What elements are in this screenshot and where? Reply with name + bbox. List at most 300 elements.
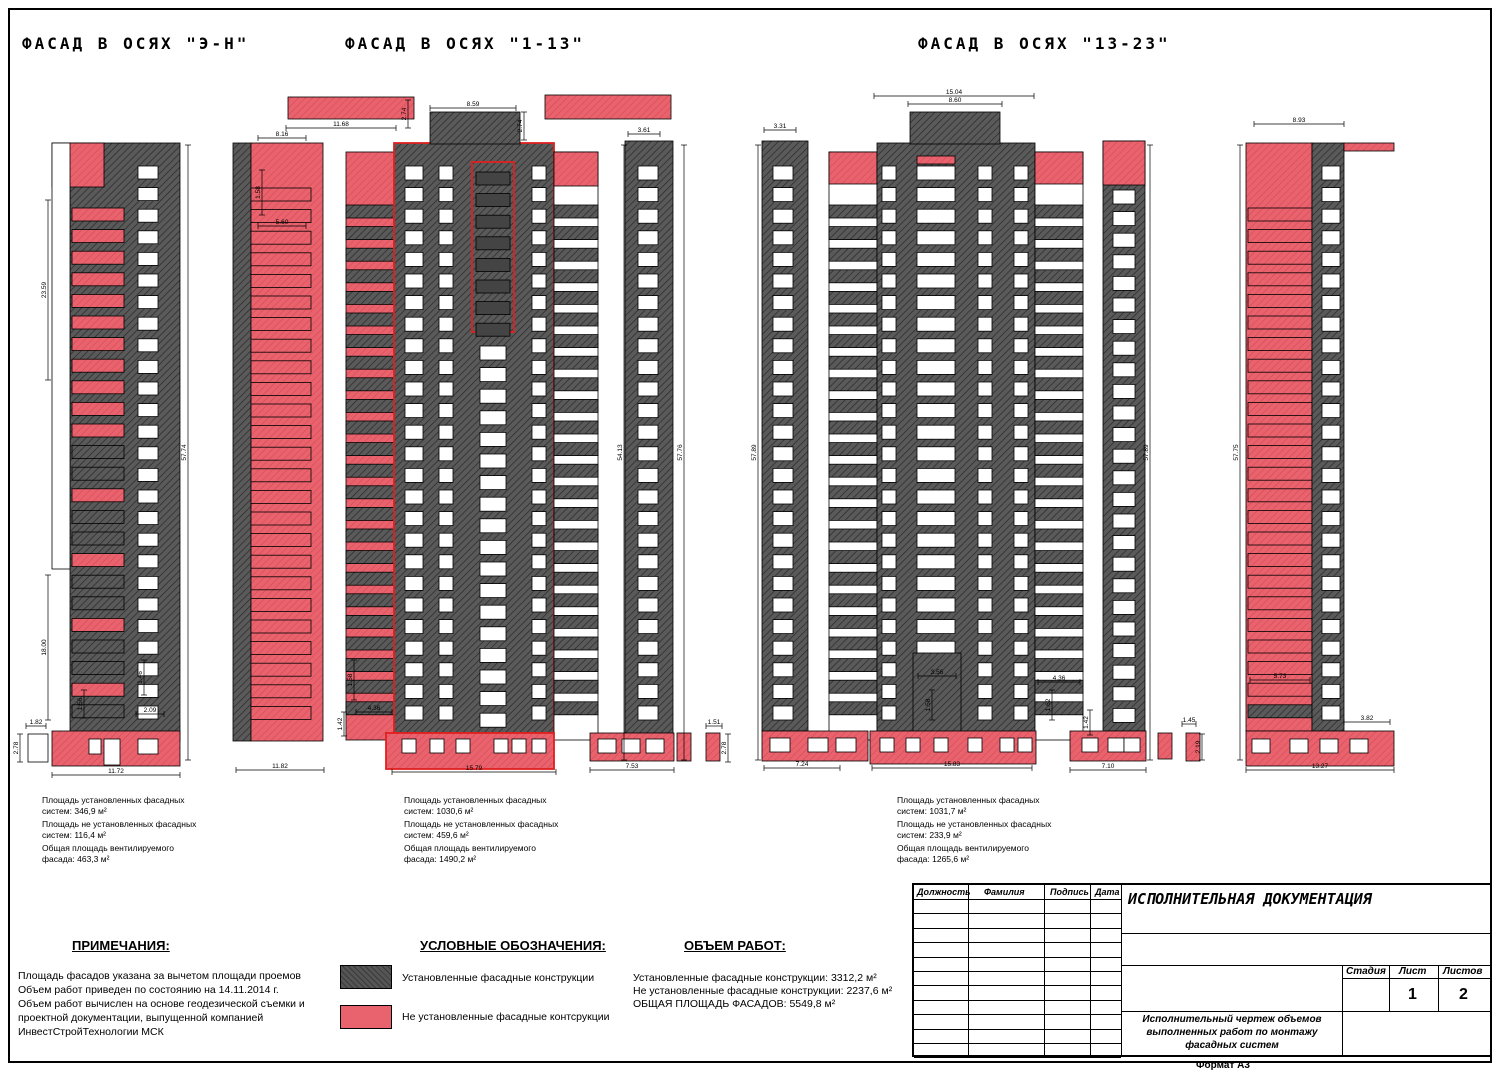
window-opening <box>439 706 453 720</box>
balcony-slab <box>829 529 877 542</box>
balcony-slab <box>346 335 394 348</box>
note-line: Объем работ приведен по состоянию на 14.11.2014 г. <box>18 984 279 996</box>
window-opening <box>882 231 896 245</box>
dimension-label: 4.36 <box>1052 675 1066 682</box>
balcony-slab <box>346 594 394 607</box>
balcony-slab <box>346 464 394 477</box>
window-opening <box>882 166 896 180</box>
balcony-slab <box>251 512 311 525</box>
window-opening <box>638 684 658 698</box>
dimension-label: 7.10 <box>1101 763 1115 770</box>
dimension-label: 57.75 <box>1233 444 1240 461</box>
balcony-slab <box>346 399 394 412</box>
balcony-slab <box>554 270 598 283</box>
window-opening <box>1014 274 1028 288</box>
window-opening <box>532 209 546 223</box>
balcony-slab <box>72 273 124 286</box>
stair-window <box>476 323 510 336</box>
window-opening <box>1113 449 1135 463</box>
dimension-label: 11.68 <box>333 121 349 128</box>
balcony-slab <box>829 399 877 412</box>
dimension-label: 5.60 <box>275 219 289 226</box>
basement-opening <box>402 739 416 753</box>
balcony-slab <box>829 680 877 693</box>
window-opening <box>405 188 423 202</box>
window-opening <box>532 231 546 245</box>
window-opening <box>917 382 955 396</box>
balcony-slab <box>346 248 394 261</box>
dimension-label: 2.09 <box>143 707 157 714</box>
balcony-slab <box>1035 507 1083 520</box>
window-opening <box>480 627 506 641</box>
balcony-slab <box>72 554 124 567</box>
window-opening <box>1014 317 1028 331</box>
balcony-slab <box>829 507 877 520</box>
balcony-slab <box>251 382 311 395</box>
area-total-value: фасада: 1265,6 м² <box>897 854 970 864</box>
window-opening <box>1014 360 1028 374</box>
balcony-slab <box>1035 227 1083 240</box>
window-opening <box>138 533 158 546</box>
window-opening <box>138 231 158 244</box>
window-opening <box>138 490 158 503</box>
window-opening <box>1113 600 1135 614</box>
window-opening <box>439 512 453 526</box>
window-opening <box>638 274 658 288</box>
window-opening <box>1322 598 1340 612</box>
window-opening <box>1113 298 1135 312</box>
window-opening <box>532 684 546 698</box>
window-opening <box>138 425 158 438</box>
window-opening <box>1113 363 1135 377</box>
window-opening <box>773 274 793 288</box>
balcony-slab <box>829 702 877 715</box>
canopy <box>1344 143 1394 151</box>
window-opening <box>917 468 955 482</box>
window-opening <box>439 317 453 331</box>
window-opening <box>138 360 158 373</box>
window-opening <box>1014 339 1028 353</box>
balcony-slab <box>251 555 311 568</box>
balcony-slab <box>346 486 394 499</box>
balcony-slab <box>1035 551 1083 564</box>
window-opening <box>1014 576 1028 590</box>
dimension-label: 8.60 <box>948 97 962 104</box>
wing-parapet <box>829 152 877 184</box>
balcony-slab <box>72 424 124 437</box>
dimension-label: 23.59 <box>41 281 48 299</box>
window-opening <box>405 296 423 310</box>
balcony-slab <box>829 270 877 283</box>
window-opening <box>532 663 546 677</box>
window-opening <box>638 425 658 439</box>
window-opening <box>978 188 992 202</box>
entrance-section <box>913 653 961 733</box>
window-opening <box>405 425 423 439</box>
balcony-slab <box>1035 615 1083 628</box>
balcony-slab <box>1248 597 1312 610</box>
balcony-slab <box>1035 399 1083 412</box>
balcony-slab <box>1248 402 1312 415</box>
window-opening <box>1113 665 1135 679</box>
window-opening <box>978 209 992 223</box>
window-opening <box>405 620 423 634</box>
window-opening <box>1322 620 1340 634</box>
area-installed-label: Площадь установленных фасадных <box>42 795 185 805</box>
note-line: Объем работ вычислен на основе геодезической съемки и <box>18 998 305 1010</box>
window-opening <box>882 296 896 310</box>
window-opening <box>405 468 423 482</box>
window-opening <box>532 555 546 569</box>
window-opening <box>480 713 506 727</box>
window-opening <box>138 382 158 395</box>
balcony-slab <box>251 534 311 547</box>
window-opening <box>1014 555 1028 569</box>
balcony-slab <box>251 706 311 719</box>
window-opening <box>405 166 423 180</box>
window-opening <box>480 562 506 576</box>
balcony-slab <box>1248 446 1312 459</box>
window-opening <box>1113 471 1135 485</box>
sheets-total: 2 <box>1459 986 1468 1003</box>
balcony-slab <box>72 230 124 243</box>
window-opening <box>1113 557 1135 571</box>
window-opening <box>882 555 896 569</box>
area-not-installed-value: систем: 116,4 м² <box>42 830 107 840</box>
window-opening <box>138 317 158 330</box>
window-opening <box>978 296 992 310</box>
balcony-slab <box>1035 356 1083 369</box>
window-opening <box>773 296 793 310</box>
window-opening <box>638 252 658 266</box>
window-opening <box>917 598 955 612</box>
window-opening <box>978 533 992 547</box>
window-opening <box>439 425 453 439</box>
window-opening <box>480 432 506 446</box>
window-opening <box>773 490 793 504</box>
window-opening <box>138 209 158 222</box>
window-opening <box>1322 252 1340 266</box>
side-wall <box>233 143 251 741</box>
window-opening <box>439 490 453 504</box>
window-opening <box>1113 255 1135 269</box>
core-section <box>877 143 1035 733</box>
window-opening <box>882 447 896 461</box>
window-opening <box>439 620 453 634</box>
window-opening <box>917 166 955 180</box>
window-opening <box>480 670 506 684</box>
stair-window <box>476 302 510 315</box>
balcony-slab <box>829 335 877 348</box>
legend-label-installed: Установленные фасадные конструкции <box>402 972 595 984</box>
balcony-slab <box>554 680 598 693</box>
window-opening <box>978 382 992 396</box>
window-opening <box>773 231 793 245</box>
window-opening <box>1014 684 1028 698</box>
title-facade-1-13: ФАСАД В ОСЯХ "1-13" <box>345 34 586 53</box>
balcony-slab <box>251 469 311 482</box>
window-opening <box>882 209 896 223</box>
balcony-slab <box>72 251 124 264</box>
window-opening <box>882 512 896 526</box>
window-opening <box>1322 166 1340 180</box>
dimension-label: 1.45 <box>1182 717 1196 724</box>
dimension-label: 13.27 <box>1311 763 1329 770</box>
window-opening <box>917 360 955 374</box>
sheet-label: Лист <box>1399 966 1427 977</box>
balcony-slab <box>554 486 598 499</box>
window-opening <box>138 252 158 265</box>
balcony-slab <box>829 421 877 434</box>
balcony-slab <box>829 551 877 564</box>
balcony-slab <box>251 296 311 309</box>
legend-swatch-not-installed <box>340 1005 392 1029</box>
window-opening <box>1014 231 1028 245</box>
balcony-slab <box>1035 378 1083 391</box>
dimension-label: 15.83 <box>943 761 961 768</box>
window-opening <box>1113 708 1135 722</box>
balcony-slab <box>346 227 394 240</box>
window-opening <box>1322 468 1340 482</box>
window-opening <box>439 447 453 461</box>
dimension-label: 1.46 <box>137 671 144 684</box>
window-opening <box>480 584 506 598</box>
balcony-slab <box>346 507 394 520</box>
balcony-slab <box>1248 338 1312 351</box>
balcony-slab <box>1035 248 1083 261</box>
window-opening <box>773 209 793 223</box>
window-opening <box>532 339 546 353</box>
balcony-slab <box>1248 705 1312 718</box>
balcony-slab <box>72 640 124 653</box>
balcony-slab <box>554 659 598 672</box>
stair-window <box>476 258 510 271</box>
balcony-slab <box>72 446 124 459</box>
window-opening <box>480 389 506 403</box>
area-total-label: Общая площадь вентилируемого <box>897 843 1029 853</box>
window-opening <box>405 382 423 396</box>
window-opening <box>532 706 546 720</box>
balcony-slab <box>554 507 598 520</box>
window-opening <box>773 512 793 526</box>
balcony-slab <box>346 551 394 564</box>
window-opening <box>1014 663 1028 677</box>
balcony-slab <box>1035 464 1083 477</box>
balcony-slab <box>1035 205 1083 218</box>
window-opening <box>882 533 896 547</box>
balcony-slab <box>1035 270 1083 283</box>
balcony-slab <box>1248 489 1312 502</box>
window-opening <box>138 188 158 201</box>
window-opening <box>1014 425 1028 439</box>
window-opening <box>532 274 546 288</box>
window-opening <box>1014 447 1028 461</box>
balcony-slab <box>72 316 124 329</box>
roof-parapet <box>288 97 414 119</box>
window-opening <box>138 274 158 287</box>
window-opening <box>1322 382 1340 396</box>
volume-installed: Установленные фасадные конструкции: 3312,2 м² <box>633 972 877 984</box>
window-opening <box>773 620 793 634</box>
window-opening <box>532 641 546 655</box>
door-opening <box>104 739 120 765</box>
window-opening <box>882 468 896 482</box>
balcony-slab <box>346 529 394 542</box>
balcony-slab <box>829 615 877 628</box>
dimension-label: 1.58 <box>347 673 354 687</box>
window-opening <box>532 252 546 266</box>
window-opening <box>638 296 658 310</box>
wing-parapet <box>554 152 598 186</box>
balcony-slab <box>1248 467 1312 480</box>
window-opening <box>638 317 658 331</box>
window-opening <box>773 447 793 461</box>
window-opening <box>405 209 423 223</box>
dimension-label: 5.73 <box>1273 673 1287 680</box>
window-opening <box>917 317 955 331</box>
basement-opening <box>1018 738 1032 752</box>
dimension-label: 7.53 <box>625 763 639 770</box>
window-opening <box>638 447 658 461</box>
window-opening <box>405 404 423 418</box>
window-opening <box>978 468 992 482</box>
window-opening <box>532 598 546 612</box>
balcony-slab <box>251 620 311 633</box>
balcony-slab <box>829 572 877 585</box>
balcony-slab <box>829 637 877 650</box>
window-opening <box>1322 684 1340 698</box>
dimension-label: 3.31 <box>773 123 787 130</box>
window-opening <box>1113 492 1135 506</box>
window-opening <box>638 620 658 634</box>
basement-opening <box>456 739 470 753</box>
window-opening <box>405 663 423 677</box>
window-opening <box>638 706 658 720</box>
window-opening <box>405 231 423 245</box>
dimension-label: 2.78 <box>721 741 728 755</box>
dimension-label: 3.56 <box>930 669 944 676</box>
wing-parapet <box>1035 152 1083 184</box>
format-label: Формат А3 <box>1196 1060 1250 1071</box>
balcony-slab <box>1248 510 1312 523</box>
window-opening <box>638 641 658 655</box>
window-opening <box>1113 622 1135 636</box>
window-opening <box>882 360 896 374</box>
window-opening <box>773 468 793 482</box>
window-opening <box>532 468 546 482</box>
side-parapet <box>1103 141 1145 185</box>
window-opening <box>638 188 658 202</box>
window-opening <box>1322 641 1340 655</box>
balcony-slab <box>251 361 311 374</box>
window-opening <box>532 382 546 396</box>
roof-element <box>917 156 955 164</box>
volume-not-installed: Не установленные фасадные конструкции: 2237,6 м² <box>633 985 893 997</box>
window-opening <box>1113 320 1135 334</box>
window-opening <box>638 231 658 245</box>
window-opening <box>638 512 658 526</box>
basement-opening <box>89 739 101 754</box>
window-opening <box>1322 296 1340 310</box>
dimension-label: 1.82 <box>29 719 43 726</box>
window-opening <box>480 476 506 490</box>
dimension-label: 11.82 <box>272 763 288 770</box>
balcony-slab <box>829 248 877 261</box>
balcony-slab <box>251 447 311 460</box>
balcony-slab <box>1248 316 1312 329</box>
window-opening <box>439 296 453 310</box>
window-opening <box>439 252 453 266</box>
stage-label: Стадия <box>1346 966 1386 977</box>
balcony-slab <box>829 378 877 391</box>
window-opening <box>480 346 506 360</box>
basement-opening <box>598 739 616 753</box>
window-opening <box>1322 706 1340 720</box>
balcony-slab <box>1248 230 1312 243</box>
roof-structure <box>910 112 1000 144</box>
window-opening <box>138 641 158 654</box>
col-surname: Фамилия <box>984 887 1025 897</box>
balcony-slab <box>554 572 598 585</box>
balcony-slab <box>346 270 394 283</box>
balcony-slab <box>72 510 124 523</box>
balcony-slab <box>72 208 124 221</box>
window-opening <box>773 576 793 590</box>
window-opening <box>882 641 896 655</box>
balcony-slab <box>554 378 598 391</box>
balcony-slab <box>1035 335 1083 348</box>
dimension-label: 1.58 <box>255 186 262 199</box>
roof-parapet <box>545 95 671 119</box>
window-opening <box>480 454 506 468</box>
window-opening <box>1113 233 1135 247</box>
dimension-label: 3.61 <box>637 127 651 134</box>
window-opening <box>480 411 506 425</box>
window-opening <box>882 576 896 590</box>
window-opening <box>917 404 955 418</box>
dimension-label: 57.89 <box>1143 444 1150 461</box>
window-opening <box>638 533 658 547</box>
balcony-slab <box>554 227 598 240</box>
balcony-slab <box>554 615 598 628</box>
volume-total: ОБЩАЯ ПЛОЩАДЬ ФАСАДОВ: 5549,8 м² <box>633 998 836 1010</box>
dimension-label: 57.74 <box>181 444 188 461</box>
window-opening <box>532 490 546 504</box>
window-opening <box>917 274 955 288</box>
window-opening <box>882 317 896 331</box>
window-opening <box>917 555 955 569</box>
window-opening <box>978 252 992 266</box>
dimension-label: 4.36 <box>367 705 381 712</box>
description-line: выполненных работ по монтажу <box>1146 1027 1318 1038</box>
window-opening <box>405 576 423 590</box>
window-opening <box>1322 512 1340 526</box>
window-opening <box>1113 428 1135 442</box>
window-opening <box>638 339 658 353</box>
window-opening <box>1322 188 1340 202</box>
window-opening <box>405 252 423 266</box>
window-opening <box>882 598 896 612</box>
window-opening <box>405 339 423 353</box>
balcony-slab <box>72 359 124 372</box>
window-opening <box>638 382 658 396</box>
area-total-value: фасада: 463,3 м² <box>42 854 110 864</box>
note-line: Площадь фасадов указана за вычетом площади проемов <box>18 970 301 982</box>
window-opening <box>405 317 423 331</box>
area-installed-value: систем: 1031,7 м² <box>897 806 967 816</box>
balcony-slab <box>1248 640 1312 653</box>
window-opening <box>978 706 992 720</box>
